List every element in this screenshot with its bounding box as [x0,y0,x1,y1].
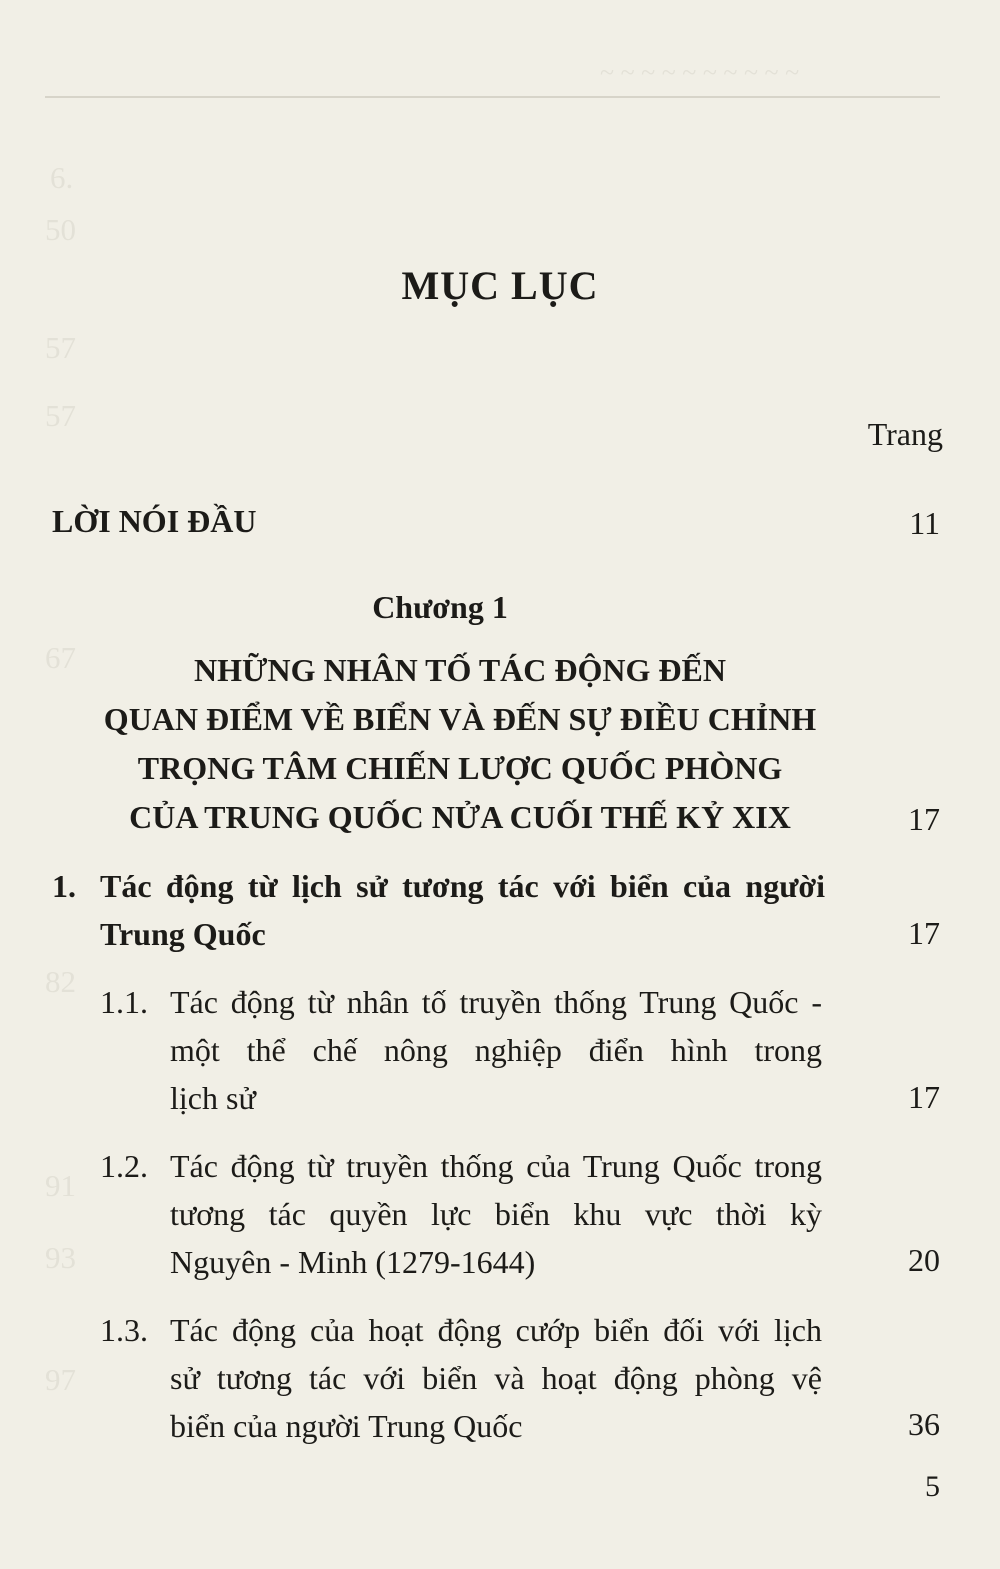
toc-entry-preface-page: 11 [909,505,940,541]
subsection-title-line: Tác động của hoạt động cướp biển đối với lịch [170,1312,822,1348]
subsection-page: 20 [908,1242,940,1278]
chapter-title-line: TRỌNG TÂM CHIẾN LƯỢC QUỐC PHÒNG [137,750,783,786]
chapter-label[interactable]: Chương 1 [372,589,508,625]
toc-entry-subsection[interactable] [100,1306,825,1456]
subsection-page: 17 [908,1079,940,1115]
section-title-line: Trung Quốc [100,916,266,952]
bleed-through: ~ ~ ~ ~ ~ ~ ~ ~ ~ ~ [600,58,800,87]
section-title-line: Tác động từ lịch sử tương tác với biển của người [100,868,825,904]
toc-entry-preface-label[interactable]: LỜI NÓI ĐẦU [52,503,257,539]
subsection-title-line: biển của người Trung Quốc [170,1408,523,1444]
page-column-label: Trang [867,416,943,452]
bleed-through: 91 [45,1168,76,1203]
toc-entry-section[interactable] [52,862,832,962]
bleed-through: 82 [45,964,76,999]
bleed-through: 93 [45,1240,76,1275]
subsection-title-line: sử tương tác với biển và hoạt động phòng vệ [170,1360,822,1396]
toc-entry-subsection[interactable] [100,978,825,1128]
chapter-title-line: QUAN ĐIỂM VỀ BIỂN VÀ ĐẾN SỰ ĐIỀU CHỈNH [103,701,817,737]
subsection-title-line: lịch sử [170,1080,256,1116]
subsection-title-line: một thể chế nông nghiệp điển hình trong [170,1032,822,1068]
subsection-title-line: Tác động từ truyền thống của Trung Quốc trong [170,1148,822,1184]
subsection-number: 1.1. [100,984,148,1020]
section-number: 1. [52,868,76,904]
chapter-page: 17 [908,801,940,837]
subsection-number: 1.2. [100,1148,148,1184]
subsection-title-line: tương tác quyền lực biển khu vực thời kỳ [170,1196,822,1232]
bleed-through: 57 [45,398,76,433]
page-title: MỤC LỤC [401,263,599,308]
subsection-number: 1.3. [100,1312,148,1348]
section-page: 17 [908,915,940,951]
bleed-through: 57 [45,330,76,365]
subsection-title-line: Tác động từ nhân tố truyền thống Trung Quốc - [170,984,822,1020]
bleed-through: 50 [45,212,76,247]
chapter-title-line: CỦA TRUNG QUỐC NỬA CUỐI THẾ KỶ XIX [129,799,791,835]
chapter-title-line: NHỮNG NHÂN TỐ TÁC ĐỘNG ĐẾN [194,652,726,688]
toc-entry-subsection[interactable] [100,1142,825,1292]
bleed-through: 97 [45,1362,76,1397]
subsection-page: 36 [908,1406,940,1442]
bleed-through: 67 [45,640,76,675]
header-rule [45,96,940,98]
page-number: 5 [925,1470,940,1503]
chapter-title[interactable] [40,646,880,842]
subsection-title-line: Nguyên - Minh (1279-1644) [170,1244,536,1280]
bleed-through: 6. [50,160,74,195]
